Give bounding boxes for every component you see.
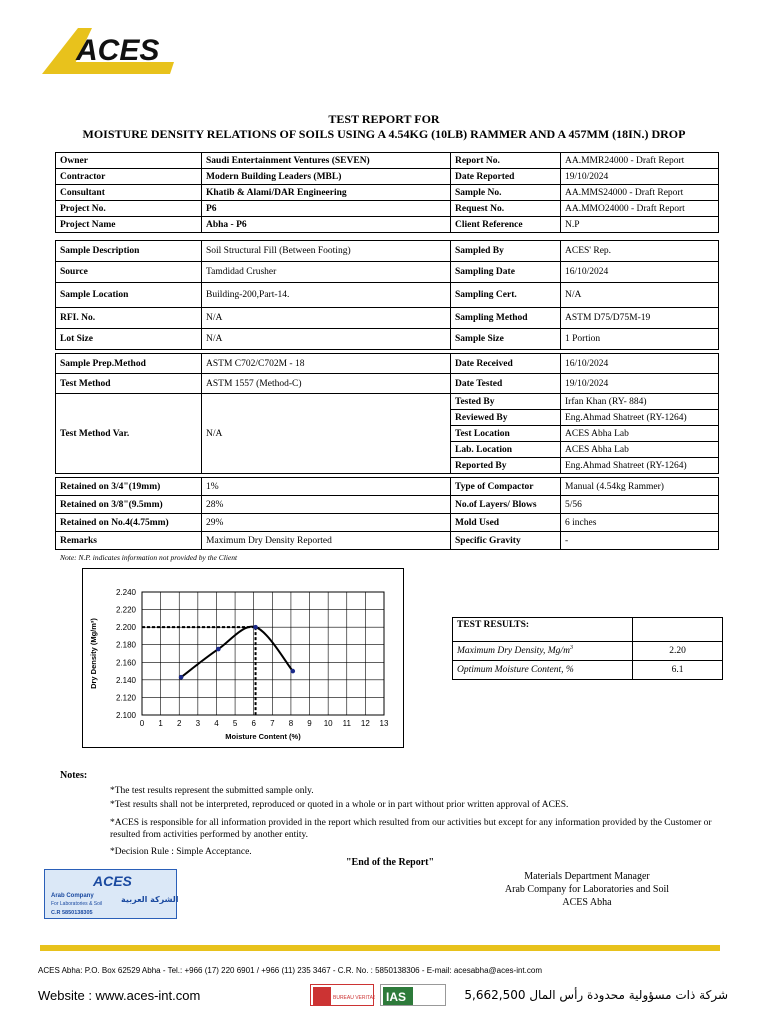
row-label-2: Sample No. <box>451 185 561 201</box>
row-label-2: Sampling Method <box>451 308 561 329</box>
row-value-2: 6 inches <box>561 514 719 532</box>
x-tick-label: 11 <box>342 719 351 728</box>
x-tick-label: 4 <box>214 719 219 728</box>
np-note: Note: N.P. indicates information not provided by the Client <box>60 553 238 562</box>
svg-text:BUREAU VERITAS: BUREAU VERITAS <box>333 995 375 1001</box>
row-value-2: N/A <box>561 283 719 308</box>
row-label-1: RFI. No. <box>56 308 202 329</box>
note-item: *ACES is responsible for all information provided in the report which resulted from our activities but except for any information provided by the Customer or resulted from activities performed by another entity. <box>110 818 712 840</box>
row-label-1: Contractor <box>56 169 202 185</box>
row-label-2: No.of Layers/ Blows <box>451 496 561 514</box>
y-tick-label: 2.120 <box>115 693 136 703</box>
omc-label: Optimum Moisture Content, % <box>453 661 633 680</box>
end-of-report: "End of the Report" <box>345 857 435 868</box>
data-point <box>253 625 258 630</box>
row-value-2: Manual (4.54kg Rammer) <box>561 478 719 496</box>
row-value-2: 16/10/2024 <box>561 262 719 283</box>
received-label: Date Received <box>451 354 561 374</box>
sample-info-table <box>55 240 719 350</box>
x-tick-label: 12 <box>360 719 370 728</box>
svg-text:C.R 5850138305: C.R 5850138305 <box>51 910 93 916</box>
note-item: *Decision Rule : Simple Acceptance. <box>110 847 252 857</box>
row-value-1: N/A <box>202 308 451 329</box>
company-stamp <box>44 869 177 919</box>
x-tick-label: 6 <box>251 719 256 728</box>
x-tick-label: 10 <box>323 719 333 728</box>
prep-label: Sample Prep.Method <box>56 354 202 374</box>
footer-divider <box>40 945 720 951</box>
row-value-1: P6 <box>202 201 451 217</box>
report-subtitle: MOISTURE DENSITY RELATIONS OF SOILS USING A 4.54KG (10LB) RAMMER AND A 457MM (18IN.) DROP <box>82 127 686 141</box>
svg-text:IAS: IAS <box>386 990 407 1004</box>
row-value-1: Modern Building Leaders (MBL) <box>202 169 451 185</box>
svg-text:ACES: ACES <box>76 34 160 67</box>
method-label: Test Method <box>56 374 202 394</box>
x-tick-label: 5 <box>232 719 238 728</box>
row-value-1: 1% <box>202 478 451 496</box>
notes-heading: Notes: <box>60 770 88 781</box>
x-tick-label: 2 <box>177 719 182 728</box>
row-value-2: 1 Portion <box>561 329 719 350</box>
y-tick-label: 2.140 <box>115 675 136 685</box>
row-value-2: - <box>561 532 719 550</box>
data-point <box>290 669 295 674</box>
y-tick-label: 2.180 <box>115 640 136 650</box>
row-value-2: N.P <box>561 217 719 233</box>
x-tick-label: 9 <box>307 719 312 728</box>
y-tick-label: 2.200 <box>115 623 136 633</box>
y-axis-label: Dry Density (Mg/m³) <box>89 618 98 689</box>
plot-area <box>142 592 384 715</box>
y-tick-label: 2.160 <box>115 658 136 668</box>
people-label: Test Location <box>451 426 561 442</box>
y-tick-label: 2.220 <box>115 605 136 615</box>
footer-arabic: شركة ذات مسؤولية محدودة رأس المال 5,662,500 <box>464 988 728 1002</box>
people-value: Irfan Khan (RY- 884) <box>561 394 719 410</box>
row-value-2: 5/56 <box>561 496 719 514</box>
mdd-value: 2.20 <box>633 642 723 661</box>
report-title: TEST REPORT FOR <box>328 112 440 126</box>
signature-line3: ACES Abha <box>562 897 612 908</box>
row-label-1: Project Name <box>56 217 202 233</box>
row-label-2: Specific Gravity <box>451 532 561 550</box>
svg-text:For Laboratories & Soil: For Laboratories & Soil <box>51 901 103 907</box>
bureau-veritas-logo <box>310 984 374 1006</box>
x-tick-label: 0 <box>139 719 145 728</box>
svg-text:ACES: ACES <box>93 873 132 889</box>
row-label-1: Sample Description <box>56 241 202 262</box>
row-label-1: Sample Location <box>56 283 202 308</box>
people-label: Lab. Location <box>451 442 561 458</box>
row-label-2: Date Reported <box>451 169 561 185</box>
results-header-blank <box>633 618 723 642</box>
x-tick-label: 13 <box>379 719 389 728</box>
row-value-2: ASTM D75/D75M-19 <box>561 308 719 329</box>
people-value: Eng.Ahmad Shatreet (RY-1264) <box>561 410 719 426</box>
row-label-1: Lot Size <box>56 329 202 350</box>
row-label-2: Sampling Cert. <box>451 283 561 308</box>
gradation-table <box>55 477 719 550</box>
x-tick-label: 8 <box>288 719 294 728</box>
row-value-2: AA.MMO24000 - Draft Report <box>561 201 719 217</box>
ias-logo <box>380 984 446 1006</box>
row-value-2: AA.MMS24000 - Draft Report <box>561 185 719 201</box>
people-value: ACES Abha Lab <box>561 442 719 458</box>
row-value-1: Saudi Entertainment Ventures (SEVEN) <box>202 153 451 169</box>
test-method-table <box>55 353 719 474</box>
row-label-1: Retained on 3/8"(9.5mm) <box>56 496 202 514</box>
footer-address: ACES Abha: P.O. Box 62529 Abha - Tel.: +966 (17) 220 6901 / +966 (11) 235 3467 - C.R. No. : 5850138306 - E-mail: acesabha@aces-int.com <box>38 966 542 975</box>
x-tick-label: 3 <box>195 719 201 728</box>
omc-value: 6.1 <box>633 661 723 680</box>
people-label: Tested By <box>451 394 561 410</box>
compaction-curve-chart <box>82 568 404 748</box>
row-label-2: Sample Size <box>451 329 561 350</box>
row-label-1: Project No. <box>56 201 202 217</box>
row-value-1: Maximum Dry Density Reported <box>202 532 451 550</box>
aces-logo <box>34 22 184 80</box>
footer-website: Website : www.aces-int.com <box>38 988 201 1003</box>
row-value-1: Building-200,Part-14. <box>202 283 451 308</box>
row-value-1: 29% <box>202 514 451 532</box>
row-value-2: AA.MMR24000 - Draft Report <box>561 153 719 169</box>
row-label-1: Owner <box>56 153 202 169</box>
row-value-2: ACES' Rep. <box>561 241 719 262</box>
people-label: Reviewed By <box>451 410 561 426</box>
row-label-2: Report No. <box>451 153 561 169</box>
note-item: *Test results shall not be interpreted, reproduced or quoted in a whole or in part without prior written approval of ACES. <box>110 800 569 810</box>
project-info-table <box>55 152 719 233</box>
row-label-2: Request No. <box>451 201 561 217</box>
note-item: *The test results represent the submitted sample only. <box>110 786 314 796</box>
row-label-1: Remarks <box>56 532 202 550</box>
row-label-1: Retained on 3/4"(19mm) <box>56 478 202 496</box>
method-value: ASTM 1557 (Method-C) <box>202 374 451 394</box>
y-tick-label: 2.100 <box>115 711 136 720</box>
row-value-1: N/A <box>202 329 451 350</box>
x-tick-label: 1 <box>158 719 163 728</box>
row-value-1: Khatib & Alami/DAR Engineering <box>202 185 451 201</box>
x-tick-label: 7 <box>270 719 275 728</box>
row-label-1: Consultant <box>56 185 202 201</box>
svg-text:Arab Company: Arab Company <box>51 893 94 899</box>
row-value-1: Soil Structural Fill (Between Footing) <box>202 241 451 262</box>
row-label-2: Client Reference <box>451 217 561 233</box>
results-header: TEST RESULTS: <box>453 618 633 642</box>
data-point <box>216 647 221 652</box>
signature-line1: Materials Department Manager <box>524 871 650 882</box>
row-label-2: Mold Used <box>451 514 561 532</box>
test-results-table <box>452 617 723 680</box>
signature-line2: Arab Company for Laboratories and Soil <box>504 884 670 895</box>
people-value: Eng.Ahmad Shatreet (RY-1264) <box>561 458 719 474</box>
row-value-1: Tamdidad Crusher <box>202 262 451 283</box>
x-axis-label: Moisture Content (%) <box>225 732 301 741</box>
tested-label: Date Tested <box>451 374 561 394</box>
row-value-2: 19/10/2024 <box>561 169 719 185</box>
svg-text:الشركة العربية: الشركة العربية <box>121 895 178 904</box>
people-label: Reported By <box>451 458 561 474</box>
prep-value: ASTM C702/C702M - 18 <box>202 354 451 374</box>
row-label-1: Source <box>56 262 202 283</box>
row-value-1: 28% <box>202 496 451 514</box>
mdd-label: Maximum Dry Density, $Mg/m^3$ <box>453 642 633 661</box>
row-value-1: Abha - P6 <box>202 217 451 233</box>
row-label-2: Sampling Date <box>451 262 561 283</box>
var-value: N/A <box>202 394 451 474</box>
data-point <box>179 675 184 680</box>
row-label-2: Sampled By <box>451 241 561 262</box>
row-label-2: Type of Compactor <box>451 478 561 496</box>
var-label: Test Method Var. <box>56 394 202 474</box>
received-value: 16/10/2024 <box>561 354 719 374</box>
y-tick-label: 2.240 <box>115 588 136 597</box>
people-value: ACES Abha Lab <box>561 426 719 442</box>
row-label-1: Retained on No.4(4.75mm) <box>56 514 202 532</box>
tested-value: 19/10/2024 <box>561 374 719 394</box>
